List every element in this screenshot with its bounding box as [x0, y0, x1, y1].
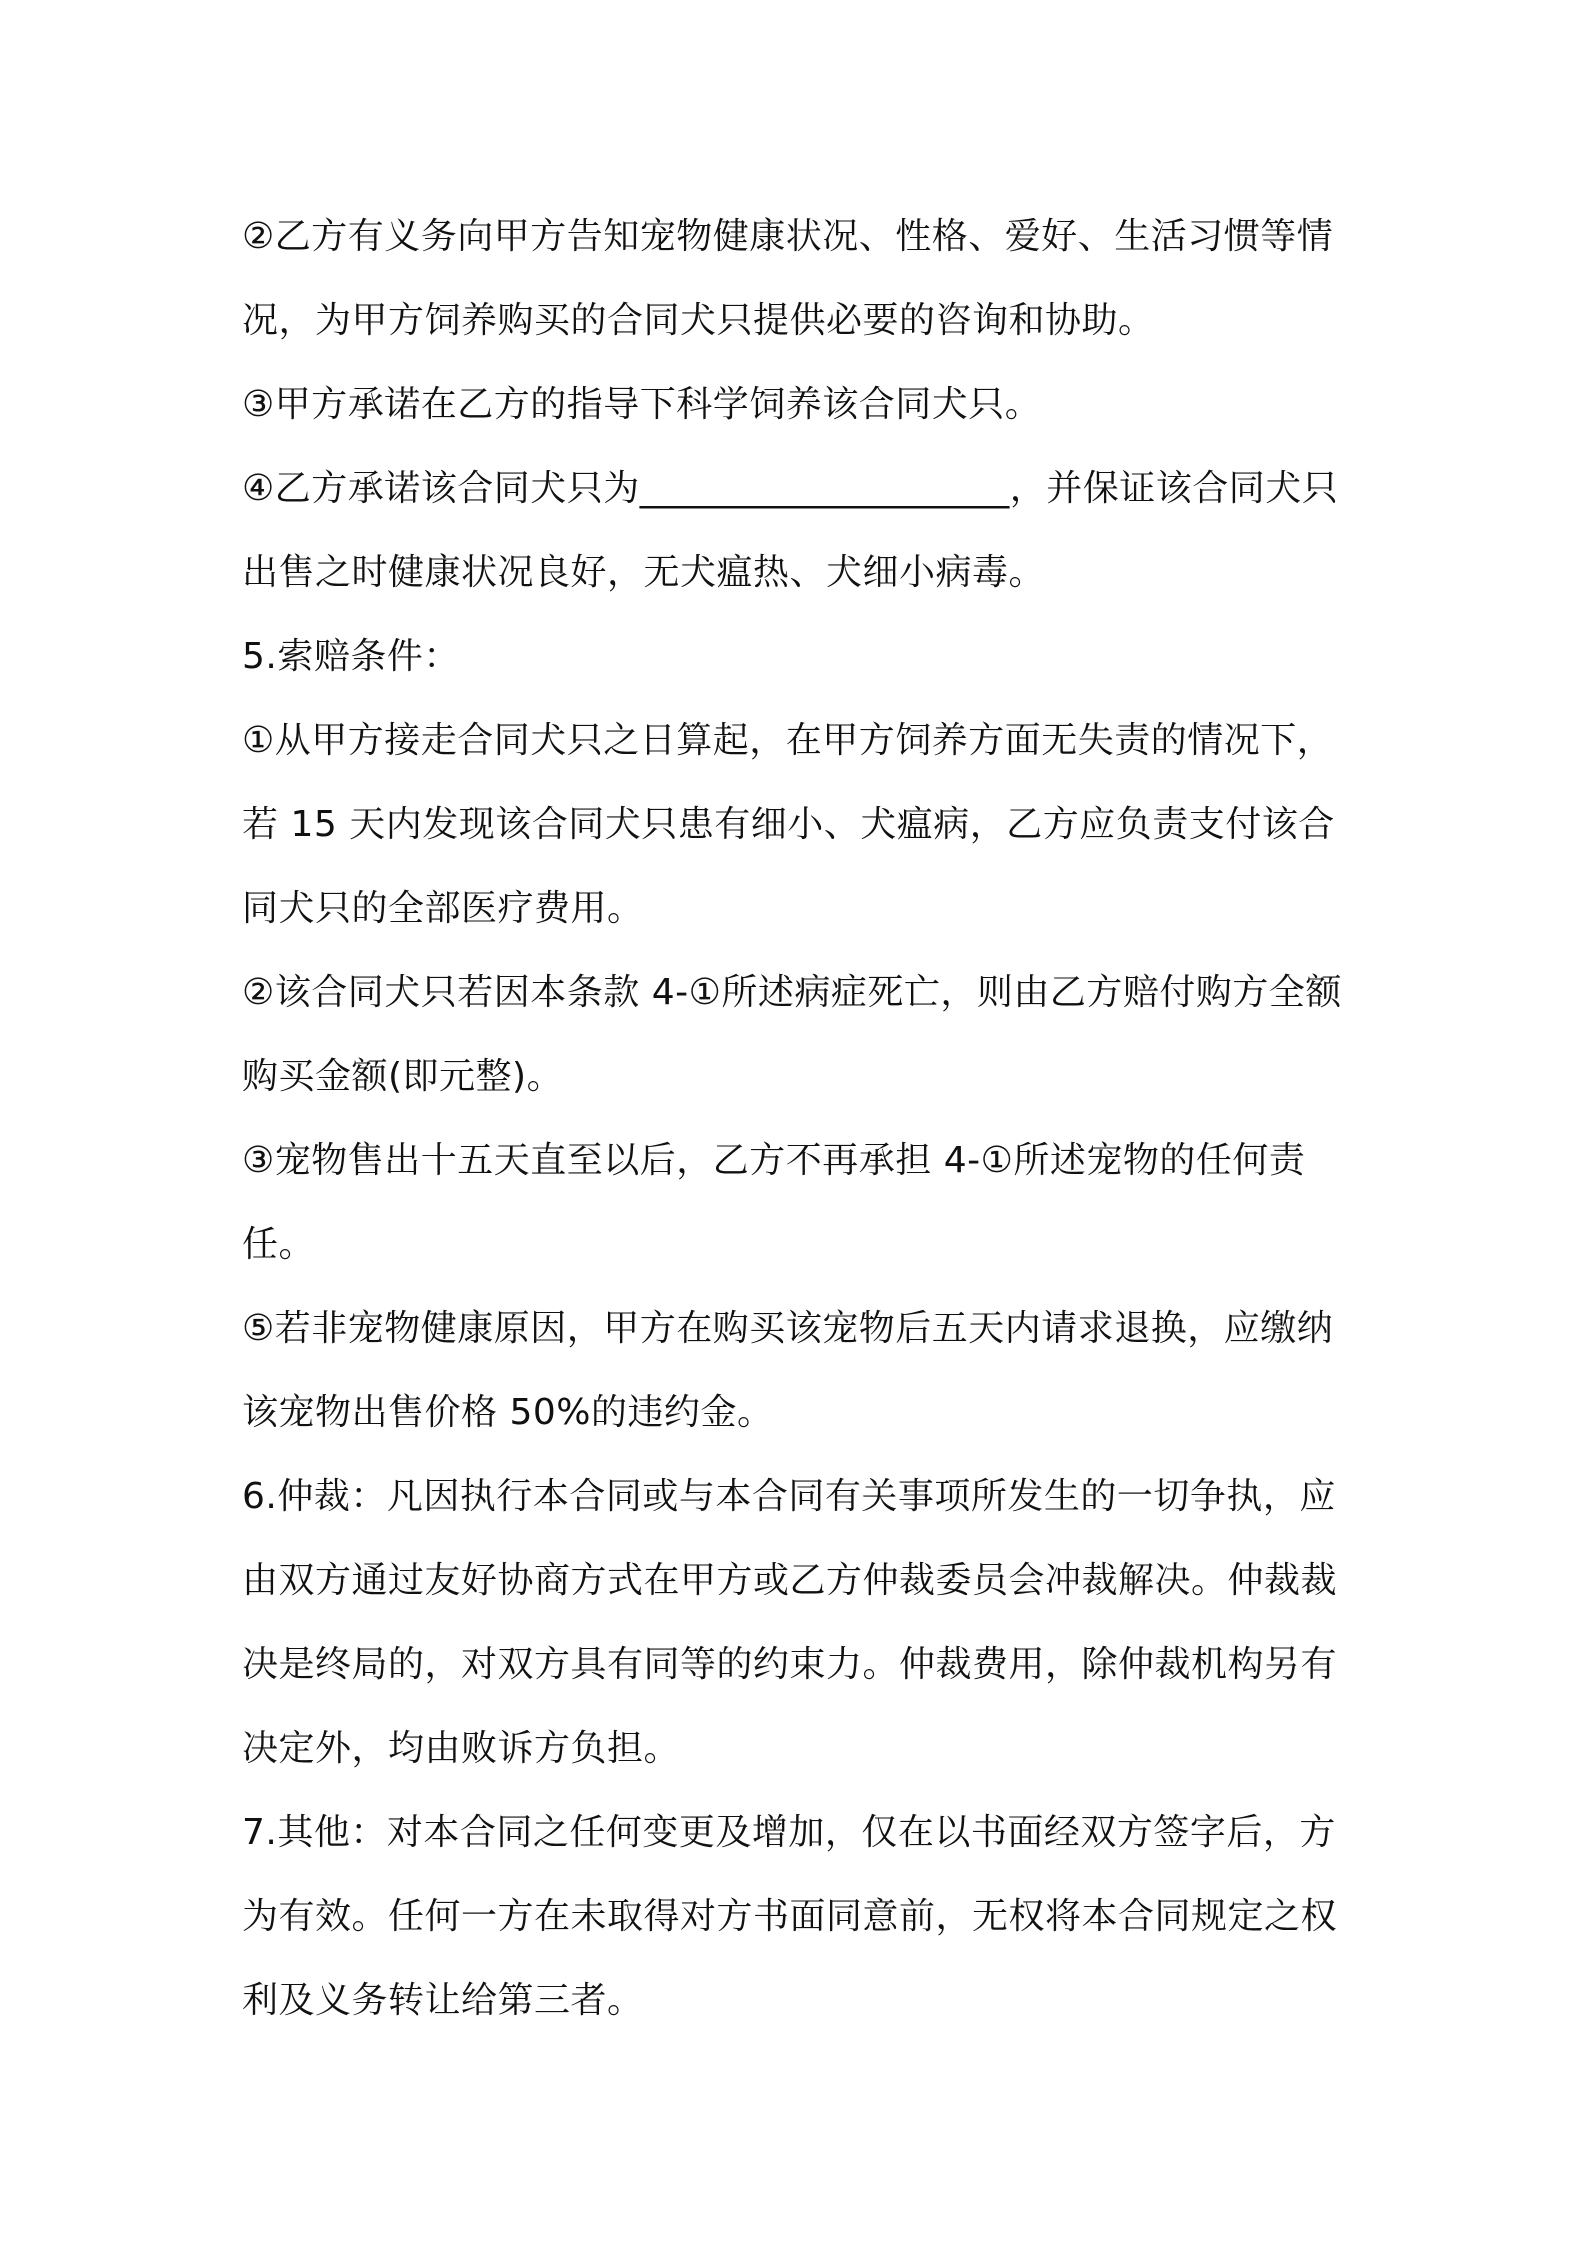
contract-body: [242, 195, 1362, 2043]
clause-4-4: ④乙方承诺该合同犬只为____________________，并保证该合同犬只出售之时健康状况良好，无犬瘟热、犬细小病毒。: [242, 468, 1339, 593]
section-5-heading: 5.索赔条件：: [242, 636, 460, 677]
section-7-other: 7.其他：对本合同之任何变更及增加，仅在以书面经双方签字后，方为有效。任何一方在未取得对方书面同意前，无权将本合同规定之权利及义务转让给第三者。: [242, 1812, 1338, 2021]
clause-5-5: ⑤若非宠物健康原因，甲方在购买该宠物后五天内请求退换，应缴纳该宠物出售价格 50%的违约金。: [242, 1308, 1334, 1433]
clause-5-2: ②该合同犬只若因本条款 4-①所述病症死亡，则由乙方赔付购方全额购买金额(即元整)。: [242, 972, 1342, 1097]
clause-4-2: ②乙方有义务向甲方告知宠物健康状况、性格、爱好、生活习惯等情况，为甲方饲养购买的合同犬只提供必要的咨询和协助。: [242, 216, 1334, 341]
section-6-arbitration: 6.仲裁：凡因执行本合同或与本合同有关事项所发生的一切争执，应由双方通过友好协商方式在甲方或乙方仲裁委员会冲裁解决。仲裁裁决是终局的，对双方具有同等的约束力。仲裁费用，除仲裁机构另有决定外，均由败诉方负担。: [242, 1476, 1338, 1769]
clause-5-3: ③宠物售出十五天直至以后，乙方不再承担 4-①所述宠物的任何责任。: [242, 1140, 1306, 1265]
clause-5-1: ①从甲方接走合同犬只之日算起，在甲方饲养方面无失责的情况下，若 15 天内发现该合同犬只患有细小、犬瘟病，乙方应负责支付该合同犬只的全部医疗费用。: [242, 720, 1335, 929]
clause-4-3: ③甲方承诺在乙方的指导下科学饲养该合同犬只。: [242, 384, 1042, 425]
